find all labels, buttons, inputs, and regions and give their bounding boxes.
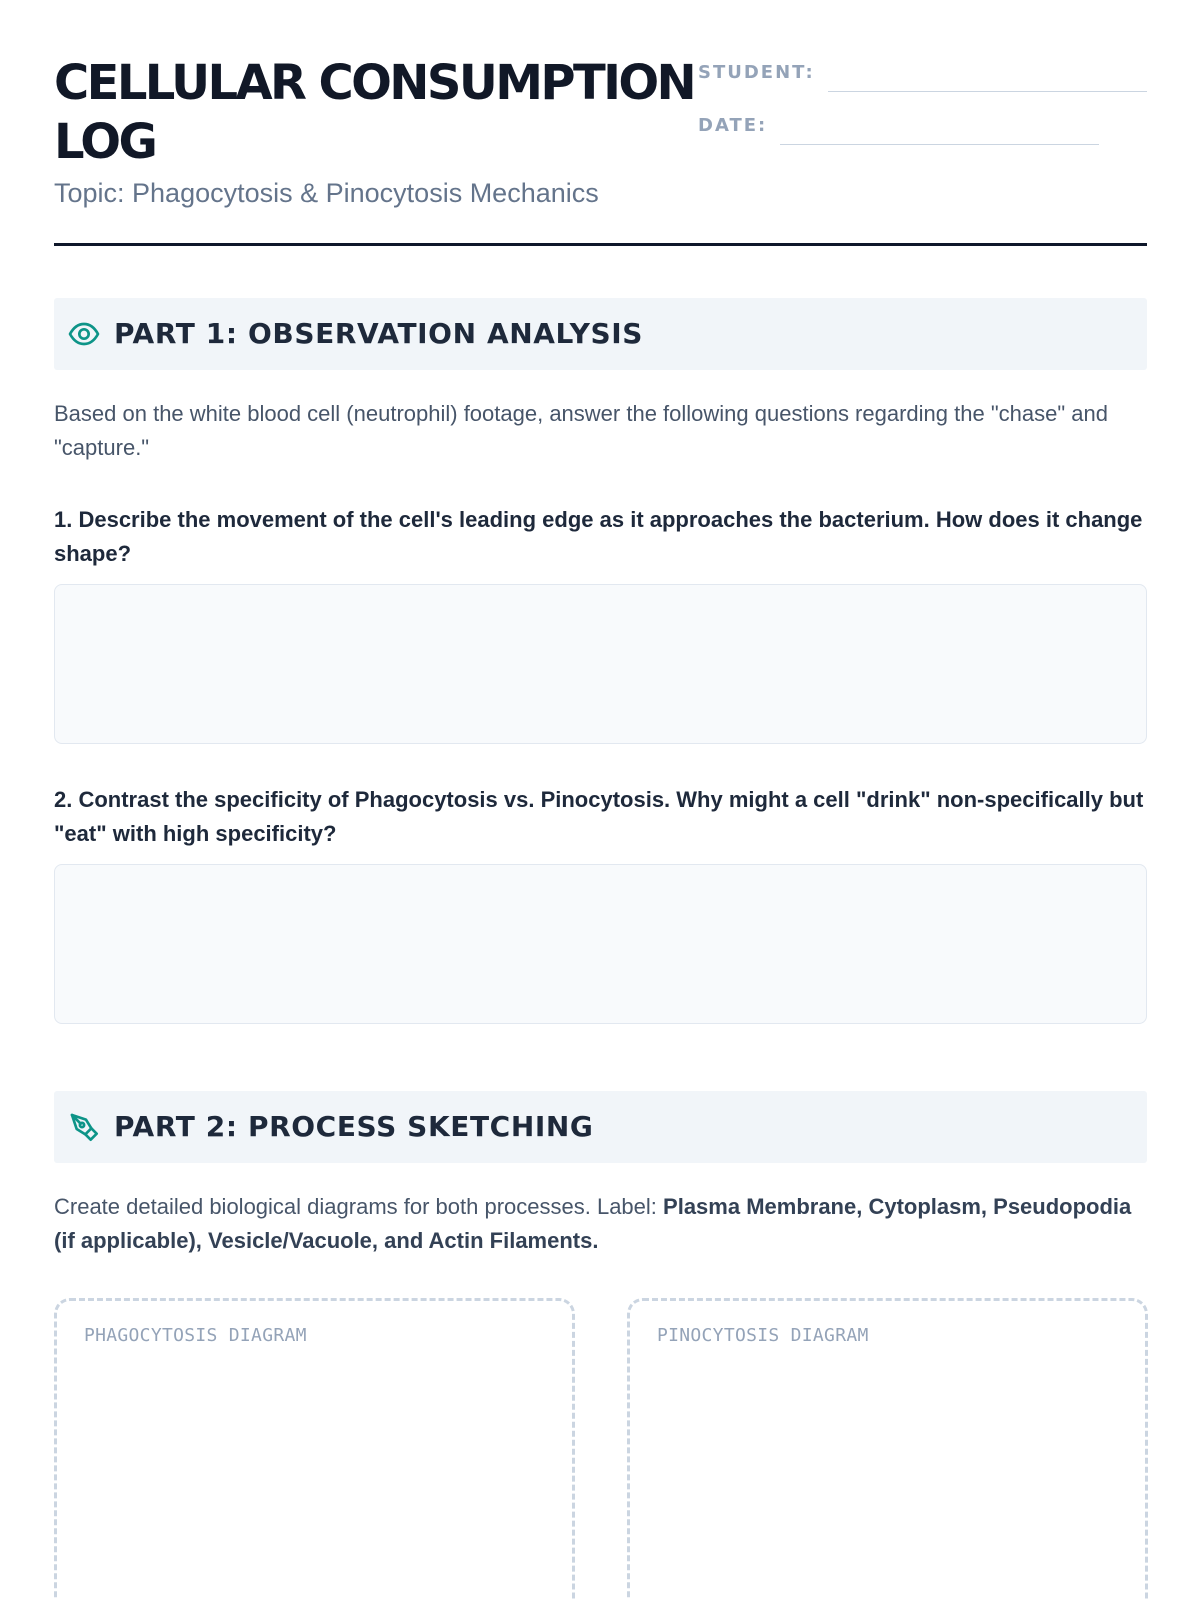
student-label: STUDENT:: [698, 62, 815, 83]
phagocytosis-diagram-label: PHAGOCYTOSIS DIAGRAM: [84, 1325, 307, 1346]
question-2: 2. Contrast the specificity of Phagocytosis vs. Pinocytosis. Why might a cell "drink" non-specifically but "eat" with high specificity?: [54, 787, 1144, 846]
worksheet-header: [54, 54, 1147, 246]
pinocytosis-diagram-box[interactable]: [627, 1298, 1148, 1600]
part1-title: PART 1: OBSERVATION ANALYSIS: [114, 317, 644, 350]
part2-intro-plain: Create detailed biological diagrams for both processes. Label:: [54, 1194, 664, 1219]
part2-header: [54, 1091, 1147, 1163]
page-title: CELLULAR CONSUMPTION LOG: [54, 55, 695, 170]
part2-intro: [54, 1190, 1147, 1258]
part2-title: PART 2: PROCESS SKETCHING: [114, 1110, 594, 1143]
part1-intro: Based on the white blood cell (neutrophil) footage, answer the following questions regarding the "chase" and "capture.": [54, 401, 1108, 460]
date-field: [698, 115, 767, 137]
answer-box-2[interactable]: [54, 864, 1147, 1024]
date-label: DATE:: [698, 115, 768, 136]
question-1: 1. Describe the movement of the cell's leading edge as it approaches the bacterium. How does it change shape?: [54, 507, 1143, 566]
student-field: [698, 62, 815, 84]
phagocytosis-diagram-box[interactable]: [54, 1298, 575, 1600]
part2-intro-labels: Plasma Membrane, Cytoplasm, Pseudopodia (if applicable), Vesicle/Vacuole, and Actin Filaments.: [54, 1194, 1132, 1253]
pen-tool-icon: [68, 1111, 100, 1143]
part1-header: [54, 298, 1147, 370]
date-line[interactable]: [780, 144, 1099, 145]
eye-icon: [68, 318, 100, 350]
pinocytosis-diagram-label: PINOCYTOSIS DIAGRAM: [657, 1325, 869, 1346]
worksheet-page: [54, 0, 1147, 1600]
topic-subtitle: Topic: Phagocytosis & Pinocytosis Mechanics: [54, 178, 599, 208]
answer-box-1[interactable]: [54, 584, 1147, 744]
student-name-line[interactable]: [828, 91, 1147, 92]
